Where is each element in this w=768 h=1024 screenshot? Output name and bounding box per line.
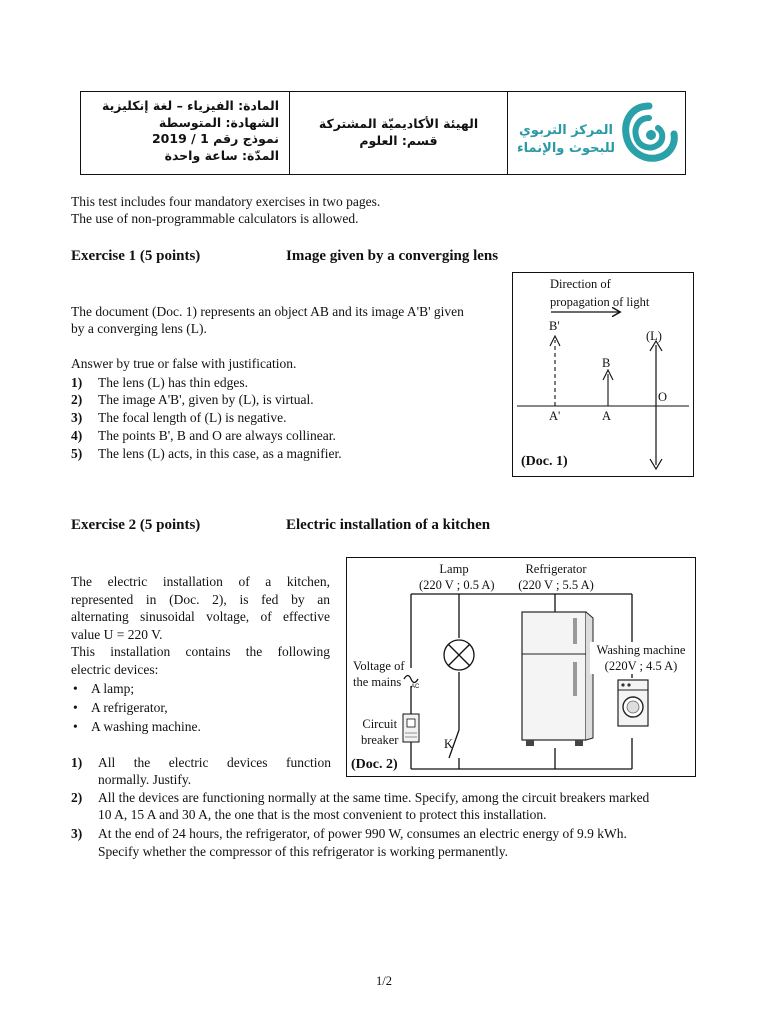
duration-line: المدّة: ساعة واحدة (164, 147, 279, 163)
intro-line-1: This test includes four mandatory exercises in two pages. (71, 194, 381, 209)
voltage-label: Voltage of the mains (353, 659, 405, 689)
intro-line-2: The use of non-programmable calculators is allowed. (71, 211, 359, 226)
doc2-label: (Doc. 2) (351, 757, 398, 772)
device-list-item: • A washing machine. (73, 719, 201, 734)
crdp-logo-icon (620, 102, 678, 164)
header-cell-subject (81, 92, 290, 174)
exercise2-question-2: 2) All the devices are functioning normally at the same time. Specify, among the circuit breakers marked (71, 790, 650, 805)
exercise2-heading: Exercise 2 (5 points) (71, 517, 201, 533)
exercise1-question: 4) The points B', B and O are always collinear. (71, 428, 336, 443)
lamp-icon (444, 640, 474, 670)
label-Aprime: A' (549, 409, 561, 423)
doc2-figure (346, 557, 696, 777)
doc1-direction-label: Direction of propagation of light (550, 277, 650, 309)
exercise1-question: 3) The focal length of (L) is negative. (71, 410, 287, 425)
header-cell-logo (508, 92, 687, 174)
ac-label: AC (411, 684, 420, 690)
lamp-label: Lamp (220 V ; 0.5 A) (419, 562, 495, 592)
exercise2-question-3: 3) At the end of 24 hours, the refrigerator, of power 990 W, consumes an electric energy of 9.9 kWh. (71, 826, 627, 841)
logo-text-line-2: للبحوث والإنماء (517, 141, 615, 156)
exercise1-text-line-2: by a converging lens (L). (71, 321, 207, 336)
label-Bprime: B' (549, 319, 560, 333)
ac-source-icon (404, 676, 418, 683)
label-O: O (658, 390, 668, 404)
doc1-label: (Doc. 1) (521, 454, 568, 469)
switch-label: K (444, 737, 454, 751)
page-number: 1/2 (376, 974, 392, 988)
exercise2-question-1: 1) All the electric devices function (71, 755, 331, 770)
doc1-figure (512, 272, 694, 477)
device-list-item: • A refrigerator, (73, 700, 168, 715)
label-A: A (602, 409, 612, 423)
certificate-line: الشهادة: المتوسطة (158, 114, 279, 130)
exercise2-question-1-cont: normally. Justify. (98, 772, 192, 787)
refrigerator-label: Refrigerator (220 V ; 5.5 A) (518, 562, 594, 592)
exercise1-prompt: Answer by true or false with justification. (71, 356, 297, 371)
washing-machine-icon (618, 680, 648, 726)
logo-text-line-1: المركز التربوي (519, 123, 613, 138)
exercise1-title: Image given by a converging lens (286, 248, 499, 264)
department-line: قسم: العلوم (359, 132, 438, 148)
exercise1-question: 2) The image A'B', given by (L), is virtual. (71, 392, 314, 407)
exercise1-heading: Exercise 1 (5 points) (71, 248, 201, 264)
exercise1-text-line-1: The document (Doc. 1) represents an object AB and its image A'B' given (71, 304, 464, 319)
exercise1-question: 5) The lens (L) acts, in this case, as a magnifier. (71, 446, 342, 461)
exercise2-text: The electric installation of a kitchen, represented in (Doc. 2), is fed by an alternating sinusoidal voltage, of effective value U = 220 V. This installation contains the following electric devices: (71, 574, 330, 677)
exercise2-question-2-cont: 10 A, 15 A and 30 A, the one that is the most convenient to protect this installation. (98, 807, 547, 822)
subject-line: المادة: الفيزياء – لغة إنكليزية (102, 98, 279, 113)
refrigerator-icon (522, 612, 593, 746)
authority-line: الهيئة الأكاديميّة المشتركة (318, 116, 479, 131)
exercise2-question-3-cont: Specify whether the compressor of this refrigerator is working permanently. (98, 844, 508, 859)
header-cell-authority (290, 92, 508, 174)
device-list-item: • A lamp; (73, 681, 135, 696)
model-line: نموذج رقم 1 / 2019 (151, 131, 279, 146)
circuit-breaker-label: Circuit breaker (361, 717, 399, 747)
circuit-breaker-icon (403, 714, 419, 742)
exercise2-title: Electric installation of a kitchen (286, 517, 491, 533)
label-lens: (L) (646, 329, 662, 343)
exercise1-question: 1) The lens (L) has thin edges. (71, 375, 248, 390)
washing-machine-label: Washing machine (220V ; 4.5 A) (590, 642, 692, 674)
header-table (80, 91, 686, 175)
label-B: B (602, 356, 611, 370)
